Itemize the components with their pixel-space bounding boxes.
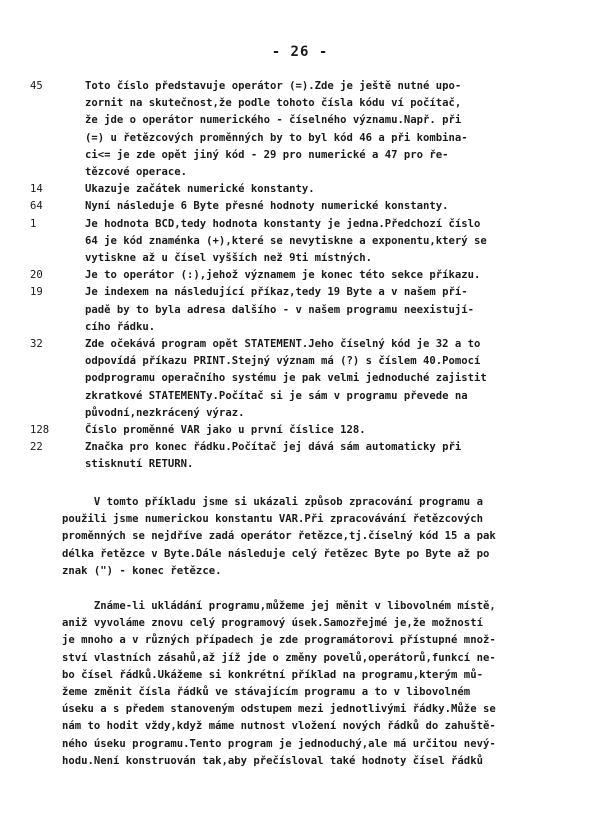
entry-line: stisknutí RETURN. [85,458,194,471]
entry-description [85,284,575,336]
entry-line: Je indexem na následující příkaz,tedy 19 Byte a v našem pří- [85,286,468,299]
entry-code: 45 [30,80,43,92]
entry-code: 14 [30,183,43,196]
code-entries-list [30,78,575,474]
paragraph-2 [62,598,572,770]
entry-line: cího řádku. [85,320,156,333]
entry-line: (=) u řetězcových proměnných by to byl kód 46 a při kombina- [85,131,468,144]
entry-code: 32 [30,338,43,351]
entry-code: 128 [30,424,50,437]
entry-line: 64 je kód znaménka (+),které se nevytiskne a exponentu,který se [85,234,487,247]
paragraph-line: znak (") - konec řetězce. [62,564,222,577]
entry-code: 22 [30,441,43,454]
paragraph-line: nám to hodit vždy,když máme nutnost vložení nových řádků do zahuště- [62,720,496,733]
paragraph-1 [62,494,572,580]
paragraph-line: V tomto příkladu jsme si ukázali způsob zpracování programu a [62,496,483,508]
paragraph-line: žeme změnit čísla řádků ve stávajícím programu a to v libovolném [62,686,471,699]
paragraph-line: ství vlastních zásahů,až jíž jde o změny povelů,operátorů,funkcí ne- [62,651,496,664]
entry-line: podprogramu operačního systému je pak velmi jednoduché zajistit [85,372,487,385]
entry-description [85,181,575,198]
code-entry [30,78,575,181]
entry-line: Ukazuje začátek numerické konstanty. [85,183,315,196]
entry-line: Číslo proměnné VAR jako u první číslice 128. [85,424,366,437]
entry-code: 19 [30,286,43,299]
entry-line: Zde očekává program opět STATEMENT.Jeho číselný kód je 32 a to [85,338,481,351]
code-entry [30,216,575,268]
code-entry [30,181,575,198]
code-entry [30,422,575,439]
page-number: - 26 - [271,44,329,60]
entry-line: Je hodnota BCD,tedy hodnota konstanty je jedna.Předchozí číslo [85,217,481,230]
entry-code: 20 [30,269,43,282]
code-entry [30,336,575,422]
entry-code: 1 [30,217,37,230]
entry-description [85,422,575,439]
paragraph-line: je mnoho a v různých případech je zde programátorovi přístupné množ- [62,634,496,647]
entry-line: Nyní následuje 6 Byte přesné hodnoty numerické konstanty. [85,200,449,213]
entry-line: tězcové operace. [85,166,188,179]
entry-description [85,216,575,268]
paragraph-line: Známe-li ukládání programu,můžeme jej měnit v libovolném místě, [62,600,496,612]
entry-description [85,439,575,473]
entry-line: ci<= je zde opět jiný kód - 29 pro numerické a 47 pro ře- [85,148,449,161]
paragraph-line: bo čísel řádků.Ukážeme si konkrétní příklad na programu,kterým mů- [62,668,483,681]
entry-description [85,198,575,215]
entry-line: Je to operátor (:),jehož významem je konec této sekce příkazu. [85,269,481,282]
entry-line: že jde o operátor numerického - číselného významu.Např. při [85,114,462,127]
paragraph-line: hodu.Není konstruován tak,aby přečísloval také hodnoty čísel řádků [62,754,483,767]
paragraph-line: délka řetězce v Byte.Dále následuje celý řetězec Byte po Byte až po [62,547,490,560]
code-entry [30,267,575,284]
code-entry [30,284,575,336]
paragraph-line: proměnných se nejdříve zadá operátor řetězce,tj.číselný kód 15 a pak [62,530,496,543]
code-entry [30,198,575,215]
entry-line: zkratkové STATEMENTy.Počítač si je sám v programu převede na [85,389,468,402]
code-entry [30,439,575,473]
paragraph-line: úseku a s předem stanoveným odstupem mezi jednotlivými řádky.Může se [62,703,496,716]
entry-description [85,78,575,181]
entry-line: zornit na skutečnost,že podle tohoto čísla kódu ví počítač, [85,97,462,110]
entry-line: původní,nezkrácený výraz. [85,406,245,419]
paragraph-line: použili jsme numerickou konstantu VAR.Při zpracovávání řetězcových [62,513,483,526]
entry-line: vytiskne až u čísel vyšších než 9ti místných. [85,252,373,265]
entry-line: padě by to byla adresa dalšího - v našem programu neexistují- [85,303,475,316]
entry-description [85,336,575,422]
paragraph-line: ného úseku programu.Tento program je jednoduchý,ale má určitou nevý- [62,737,496,750]
entry-line: odpovídá příkazu PRINT.Stejný význam má (?) s číslem 40.Pomocí [85,355,481,368]
entry-code: 64 [30,200,43,213]
entry-line: Toto číslo představuje operátor (=).Zde je ještě nutné upo- [85,80,462,92]
entry-description [85,267,575,284]
paragraph-line: aniž vyvoláme znovu celý programový úsek.Samozřejmé je,že možností [62,617,483,630]
entry-line: Značka pro konec řádku.Počítač jej dává sám automaticky při [85,441,462,454]
